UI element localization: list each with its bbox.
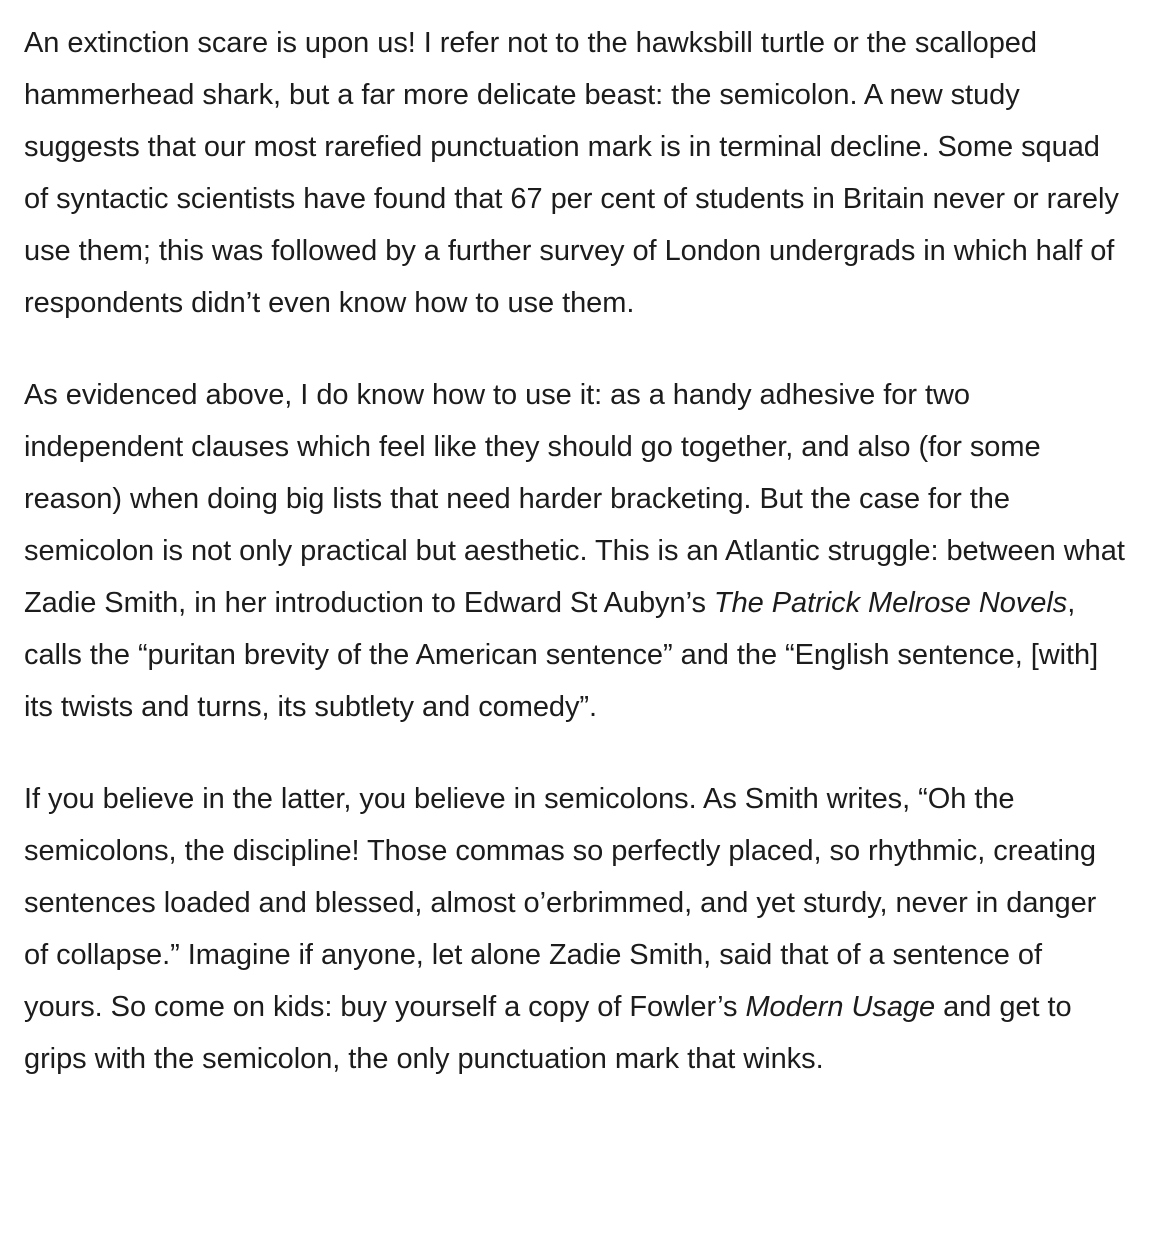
- paragraph-1-text: An extinction scare is upon us! I refer not to the hawksbill turtle or the scalloped hammerhead shark, but a far more delicate beast: the semicolon. A new study suggests that our most rarefied punctuation mark is in terminal decline. Some squad of syntactic scientists have found that 67 per cent of students in Britain never or rarely use them; this was followed by a further survey of London undergrads in which half of respondents didn’t even know how to use them.: [24, 27, 1119, 319]
- book-title-modern-usage: Modern Usage: [745, 991, 936, 1023]
- paragraph-3-text-end: and get to grips with the semicolon, the only punctuation mark that winks.: [24, 991, 1072, 1075]
- paragraph-2-text-start: As evidenced above, I do know how to use it: as a handy adhesive for two independent clauses which feel like they should go together, and also (for some reason) when doing big lists that need harder bracketing. But the case for the semicolon is not only practical but aesthetic. This is an Atlantic struggle: between what Zadie Smith, in her introduction to Edward St Aubyn’s: [24, 379, 1125, 619]
- paragraph-2: [24, 369, 1126, 733]
- paragraph-3-text-start: If you believe in the latter, you believe in semicolons. As Smith writes, “Oh the semicolons, the discipline! Those commas so perfectly placed, so rhythmic, creating sentences loaded and blessed, almost o’erbrimmed, and yet sturdy, never in danger of collapse.” Imagine if anyone, let alone Zadie Smith, said that of a sentence of yours. So come on kids: buy yourself a copy of Fowler’s: [24, 783, 1097, 1023]
- book-title-patrick-melrose: The Patrick Melrose Novels: [713, 587, 1068, 619]
- paragraph-1: [24, 17, 1126, 329]
- paragraph-2-text-end: , calls the “puritan brevity of the American sentence” and the “English sentence, [with] its twists and turns, its subtlety and comedy”.: [24, 587, 1099, 723]
- paragraph-3: [24, 773, 1126, 1085]
